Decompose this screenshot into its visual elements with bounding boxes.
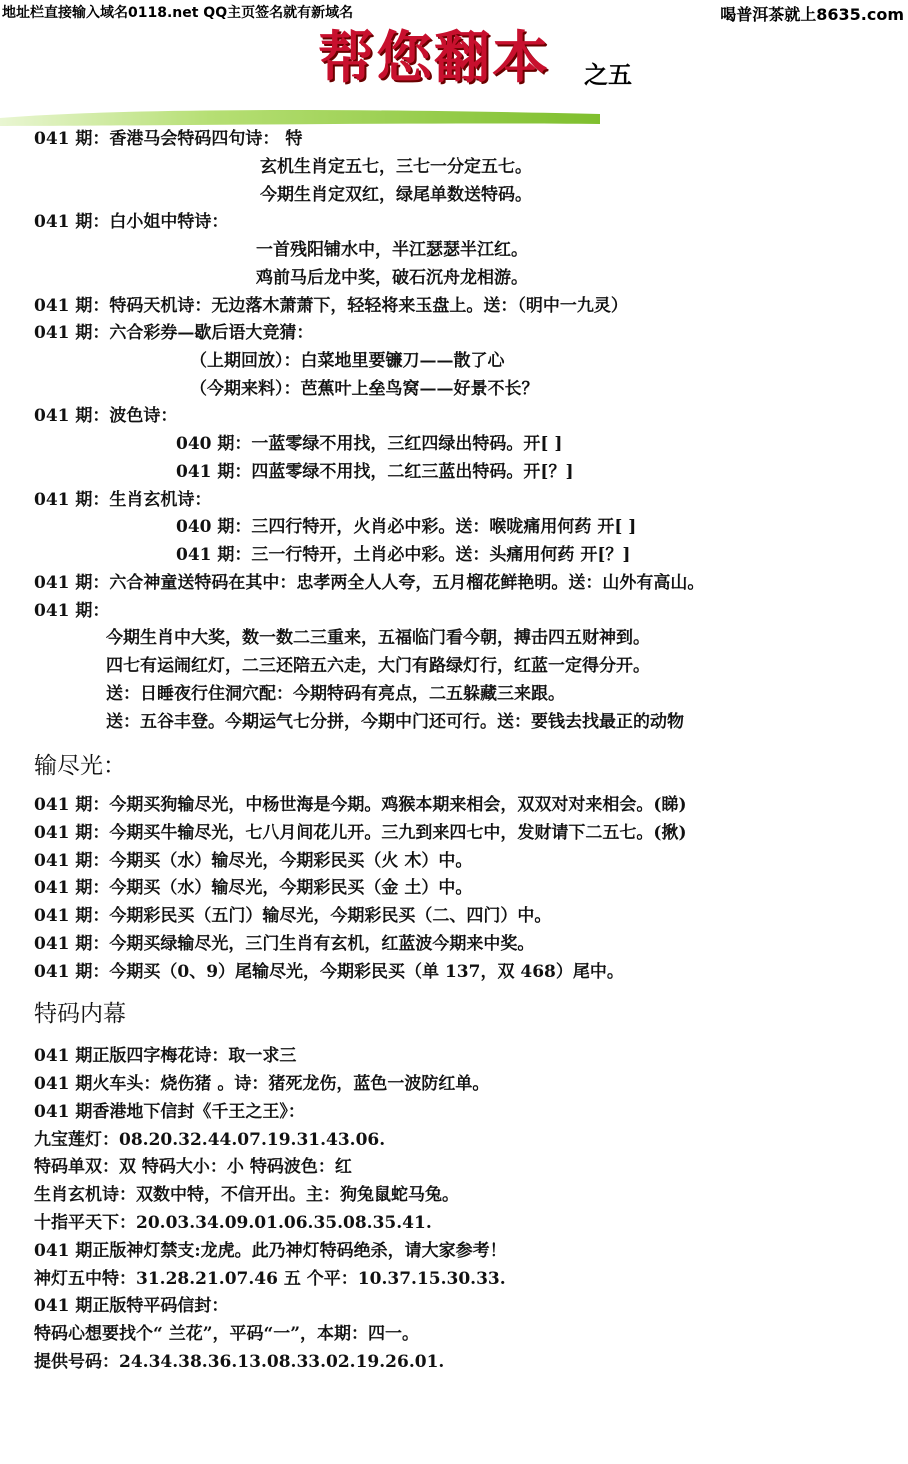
- s1-line-7: 041 期：六合彩券—歇后语大竞猜：: [34, 323, 314, 343]
- s3-line-4: 特码单双：双 特码大小：小 特码波色：红: [34, 1157, 352, 1177]
- s1-line-19: 四七有运闹红灯，二三还陪五六走，大门有路绿灯行，红蓝一定得分开。: [106, 656, 650, 676]
- s1-line-14: 040 期：三四行特开，火肖必中彩。送：喉咙痛用何药 开[ ]: [176, 517, 637, 537]
- section2-title: 输尽光：: [34, 753, 126, 779]
- s3-line-7: 041 期正版神灯禁支:龙虎。此乃神灯特码绝杀，请大家参考！: [34, 1241, 507, 1261]
- logo: [318, 22, 648, 94]
- s2-line-4: 041 期：今期彩民买（五门）输尽光，今期彩民买（二、四门）中。: [34, 906, 552, 926]
- s1-line-6: 041 期：特码天机诗：无边落木萧萧下，轻轻将来玉盘上。送：（明中一九灵）: [34, 296, 628, 316]
- s1-line-8: （上期回放）：白菜地里要镰刀——散了心: [190, 351, 505, 371]
- s1-line-17: 041 期：: [34, 601, 110, 621]
- s1-line-5: 鸡前马后龙中奖，破石沉舟龙相游。: [256, 268, 528, 288]
- section3-title: 特码内幕: [34, 1001, 126, 1027]
- s1-line-10: 041 期：波色诗：: [34, 406, 178, 426]
- s1-line-2: 今期生肖定双红，绿尾单数送特码。: [260, 185, 532, 205]
- header-left-text: 地址栏直接输入域名0118.net QQ主页签名就有新域名: [2, 5, 354, 21]
- s1-line-12: 041 期：四蓝零绿不用找，二红三蓝出特码。开[？]: [176, 462, 574, 482]
- logo-sub-text: 之五: [584, 60, 632, 89]
- s3-line-1: 041 期火车头：烧伤猪 。诗：猪死龙伤，蓝色一波防红单。: [34, 1074, 490, 1094]
- s3-line-10: 特码心想要找个“ 兰花”，平码“一”，本期：四一。: [34, 1324, 420, 1344]
- s1-line-13: 041 期：生肖玄机诗：: [34, 490, 212, 510]
- green-divider-bar: [0, 104, 600, 126]
- s3-line-6: 十指平天下：20.03.34.09.01.06.35.08.35.41.: [34, 1213, 432, 1233]
- s3-line-9: 041 期正版特平码信封：: [34, 1296, 229, 1316]
- s1-line-3: 041 期：白小姐中特诗：: [34, 212, 229, 232]
- s3-line-2: 041 期香港地下信封《千王之王》：: [34, 1102, 305, 1122]
- s3-line-5: 生肖玄机诗：双数中特，不信开出。主：狗兔鼠蛇马兔。: [34, 1185, 459, 1205]
- s1-line-9: （今期来料）：芭蕉叶上垒鸟窝——好景不长？: [190, 379, 539, 399]
- s1-line-0: 041 期：香港马会特码四句诗： 特: [34, 129, 303, 149]
- s2-line-1: 041 期：今期买牛输尽光，七八月间花儿开。三九到来四七中，发财请下二五七。(揪): [34, 823, 687, 843]
- s3-line-11: 提供号码：24.34.38.36.13.08.33.02.19.26.01.: [34, 1352, 445, 1372]
- header-right-text: 喝普洱茶就上8635.com: [720, 5, 904, 24]
- s1-line-4: 一首残阳铺水中，半江瑟瑟半江红。: [256, 240, 528, 260]
- s3-line-8: 神灯五中特：31.28.21.07.46 五 个平：10.37.15.30.33.: [34, 1269, 506, 1289]
- s1-line-21: 送：五谷丰登。今期运气七分拼，今期中门还可行。送：要钱去找最正的动物: [106, 712, 684, 732]
- s1-line-15: 041 期：三一行特开，土肖必中彩。送：头痛用何药 开[？]: [176, 545, 631, 565]
- s2-line-3: 041 期：今期买（水）输尽光，今期彩民买（金 土）中。: [34, 878, 473, 898]
- s2-line-6: 041 期：今期买（0、9）尾输尽光，今期彩民买（单 137，双 468）尾中。: [34, 962, 624, 982]
- s2-line-2: 041 期：今期买（水）输尽光，今期彩民买（火 木）中。: [34, 851, 473, 871]
- s2-line-5: 041 期：今期买绿输尽光，三门生肖有玄机，红蓝波今期来中奖。: [34, 934, 535, 954]
- s1-line-11: 040 期：一蓝零绿不用找，三红四绿出特码。开[ ]: [176, 434, 563, 454]
- s1-line-16: 041 期：六合神童送特码在其中：忠孝两全人人夸，五月榴花鲜艳明。送：山外有高山。: [34, 573, 705, 593]
- s1-line-1: 玄机生肖定五七，三七一分定五七。: [260, 157, 532, 177]
- s1-line-18: 今期生肖中大奖，数一数二三重来，五福临门看今朝，搏击四五财神到。: [106, 628, 650, 648]
- logo-main-text: 帮您翻本: [318, 25, 550, 91]
- s2-line-0: 041 期：今期买狗输尽光，中杨世海是今期。鸡猴本期来相会，双双对对来相会。(睇): [34, 795, 687, 815]
- s1-line-20: 送：日睡夜行住洞穴配：今期特码有亮点，二五躲藏三来跟。: [106, 684, 565, 704]
- s3-line-3: 九宝莲灯：08.20.32.44.07.19.31.43.06.: [34, 1130, 386, 1150]
- s3-line-0: 041 期正版四字梅花诗：取一求三: [34, 1046, 297, 1066]
